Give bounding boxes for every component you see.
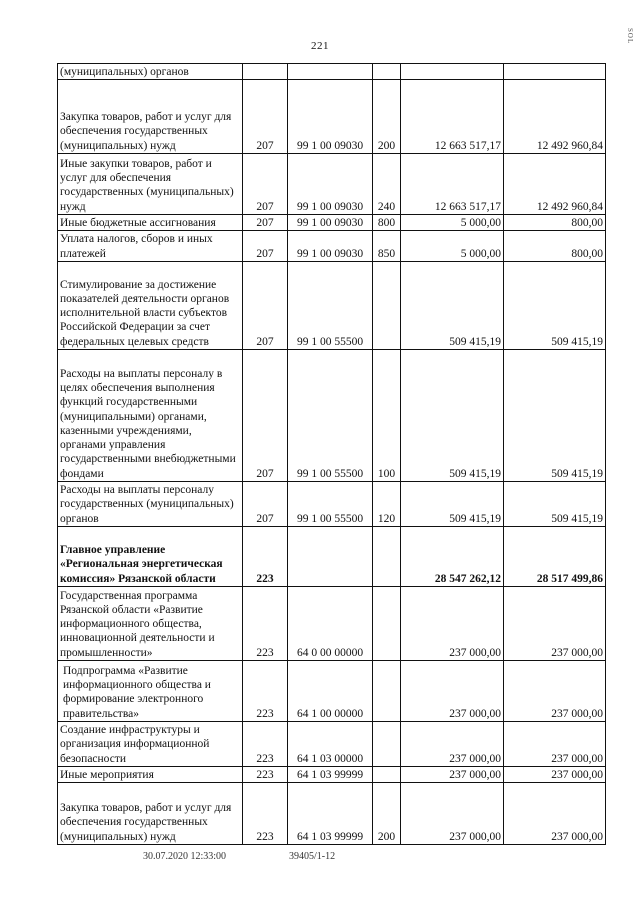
row-ved: 207 <box>243 482 288 527</box>
row-csr <box>288 527 373 587</box>
row-ved: 223 <box>243 767 288 783</box>
row-csr: 99 1 00 09030 <box>288 215 373 231</box>
row-vr: 200 <box>373 783 401 845</box>
row-name: Стимулирование за достижение показателей деятельности органов исполнительной власти субъектов Российской Федерации за счет федеральных целевых средств <box>58 262 243 350</box>
row-exec: 237 000,00 <box>504 722 606 767</box>
row-exec <box>504 64 606 80</box>
table-row <box>58 783 606 845</box>
side-mark: SOL <box>626 28 634 45</box>
row-vr <box>373 767 401 783</box>
row-plan <box>401 64 504 80</box>
row-csr: 64 1 00 00000 <box>288 661 373 722</box>
row-csr: 99 1 00 55500 <box>288 262 373 350</box>
row-name: Иные закупки товаров, работ и услуг для обеспечения государственных (муниципальных) нужд <box>58 154 243 215</box>
table-row <box>58 262 606 350</box>
row-plan: 12 663 517,17 <box>401 154 504 215</box>
row-vr <box>373 64 401 80</box>
row-plan: 237 000,00 <box>401 587 504 661</box>
row-plan: 509 415,19 <box>401 350 504 482</box>
row-plan: 509 415,19 <box>401 482 504 527</box>
row-name: Главное управление «Региональная энергетическая комиссия» Рязанской области <box>58 527 243 587</box>
row-csr: 99 1 00 09030 <box>288 154 373 215</box>
row-name: Иные бюджетные ассигнования <box>58 215 243 231</box>
row-name: Закупка товаров, работ и услуг для обеспечения государственных (муниципальных) нужд <box>58 783 243 845</box>
row-vr <box>373 527 401 587</box>
row-ved: 207 <box>243 80 288 154</box>
row-vr: 850 <box>373 231 401 262</box>
footer-timestamp: 30.07.2020 12:33:00 <box>143 851 227 862</box>
row-ved: 207 <box>243 154 288 215</box>
row-name: Расходы на выплаты персоналу в целях обеспечения выполнения функций государственными (муниципальными) органами, казенными учреждениями, органами управления государственными внебюджетными фондами <box>58 350 243 482</box>
row-exec: 28 517 499,86 <box>504 527 606 587</box>
row-exec: 237 000,00 <box>504 587 606 661</box>
row-name: Государственная программа Рязанской области «Развитие информационного общества, инновационной деятельности и промышленности» <box>58 587 243 661</box>
row-plan: 237 000,00 <box>401 661 504 722</box>
row-plan: 28 547 262,12 <box>401 527 504 587</box>
row-plan: 237 000,00 <box>401 767 504 783</box>
table-row <box>58 64 606 80</box>
row-ved: 207 <box>243 262 288 350</box>
table-row <box>58 482 606 527</box>
row-vr <box>373 587 401 661</box>
row-ved: 207 <box>243 215 288 231</box>
row-exec: 237 000,00 <box>504 767 606 783</box>
row-ved: 223 <box>243 722 288 767</box>
table-row <box>58 154 606 215</box>
row-exec: 12 492 960,84 <box>504 80 606 154</box>
row-csr: 99 1 00 09030 <box>288 231 373 262</box>
table-row <box>58 587 606 661</box>
row-csr: 99 1 00 09030 <box>288 80 373 154</box>
row-ved: 223 <box>243 527 288 587</box>
row-ved: 223 <box>243 661 288 722</box>
row-ved: 223 <box>243 783 288 845</box>
row-csr: 99 1 00 55500 <box>288 482 373 527</box>
row-vr: 240 <box>373 154 401 215</box>
row-exec: 509 415,19 <box>504 350 606 482</box>
row-exec: 800,00 <box>504 231 606 262</box>
row-exec: 12 492 960,84 <box>504 154 606 215</box>
row-vr <box>373 722 401 767</box>
row-plan: 509 415,19 <box>401 262 504 350</box>
budget-table <box>57 63 606 845</box>
row-name: Расходы на выплаты персоналу государственных (муниципальных) органов <box>58 482 243 527</box>
row-vr: 120 <box>373 482 401 527</box>
row-name: (муниципальных) органов <box>58 64 243 80</box>
row-exec: 237 000,00 <box>504 783 606 845</box>
footer-document-code: 39405/1-12 <box>289 851 336 862</box>
row-ved: 207 <box>243 350 288 482</box>
table-row <box>58 215 606 231</box>
table-row <box>58 527 606 587</box>
row-plan: 5 000,00 <box>401 215 504 231</box>
row-name: Подпрограмма «Развитие информационного общества и формирование электронного правительства» <box>58 661 243 722</box>
row-exec: 237 000,00 <box>504 661 606 722</box>
row-name: Иные мероприятия <box>58 767 243 783</box>
row-name: Закупка товаров, работ и услуг для обеспечения государственных (муниципальных) нужд <box>58 80 243 154</box>
row-csr: 64 1 03 99999 <box>288 767 373 783</box>
row-exec: 509 415,19 <box>504 262 606 350</box>
row-ved: 207 <box>243 231 288 262</box>
row-csr: 64 0 00 00000 <box>288 587 373 661</box>
row-csr <box>288 64 373 80</box>
row-ved: 223 <box>243 587 288 661</box>
row-plan: 5 000,00 <box>401 231 504 262</box>
row-vr: 100 <box>373 350 401 482</box>
table-row <box>58 80 606 154</box>
table-row <box>58 350 606 482</box>
row-plan: 237 000,00 <box>401 783 504 845</box>
table-row <box>58 661 606 722</box>
table-row <box>58 767 606 783</box>
row-vr <box>373 661 401 722</box>
row-vr <box>373 262 401 350</box>
row-exec: 800,00 <box>504 215 606 231</box>
row-csr: 64 1 03 99999 <box>288 783 373 845</box>
row-name: Уплата налогов, сборов и иных платежей <box>58 231 243 262</box>
row-plan: 12 663 517,17 <box>401 80 504 154</box>
row-vr: 800 <box>373 215 401 231</box>
row-csr: 99 1 00 55500 <box>288 350 373 482</box>
row-ved <box>243 64 288 80</box>
row-name: Создание инфраструктуры и организация информационной безопасности <box>58 722 243 767</box>
row-csr: 64 1 03 00000 <box>288 722 373 767</box>
table-row <box>58 231 606 262</box>
table-row <box>58 722 606 767</box>
row-exec: 509 415,19 <box>504 482 606 527</box>
row-plan: 237 000,00 <box>401 722 504 767</box>
row-vr: 200 <box>373 80 401 154</box>
page-number: 221 <box>311 40 329 52</box>
